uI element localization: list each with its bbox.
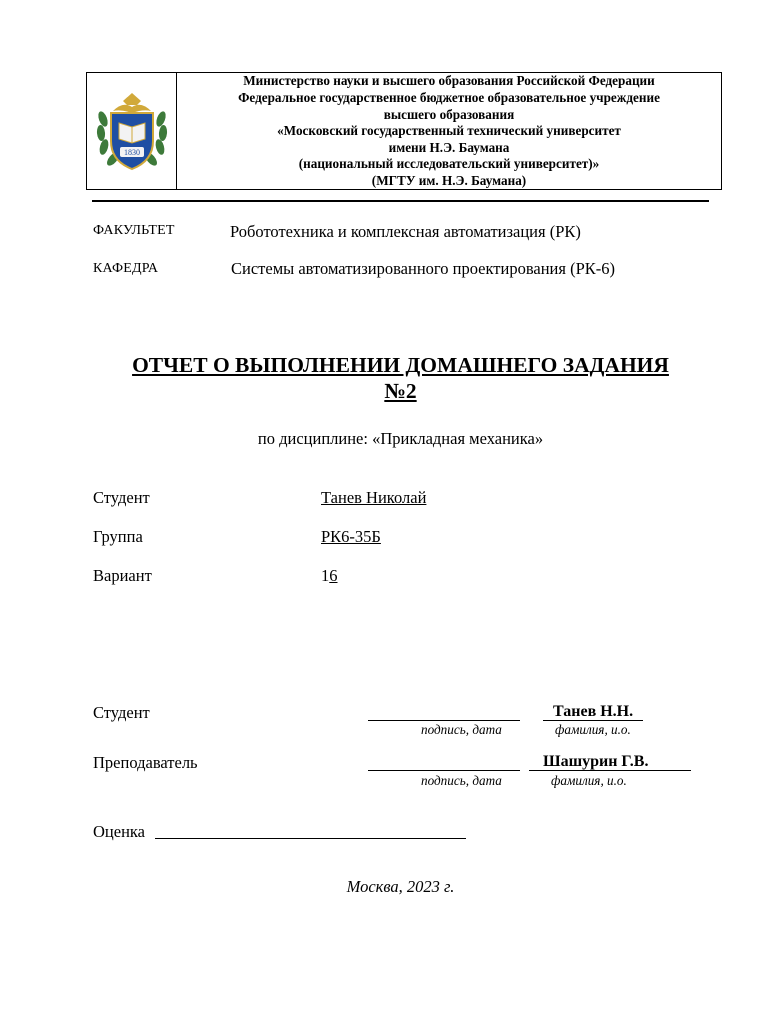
student-name: Танев Николай [321,488,427,507]
variant-digit: 1 [321,566,330,585]
report-title [92,352,709,404]
grade-line [155,838,466,839]
emblem-cell [87,73,177,189]
grade-label: Оценка [93,822,145,841]
emblem-year: 1830 [123,148,140,157]
university-header [86,72,722,190]
signature-teacher-line [368,770,520,771]
faculty-label: ФАКУЛЬТЕТ [93,223,175,238]
city-year: Москва, 2023 г. [346,877,455,896]
student-label: Студент [93,488,150,507]
signature-teacher-name: Шашурин Г.В. [543,753,649,770]
discipline-line: по дисциплине: «Прикладная механика» [257,429,544,448]
header-line: имени Н.Э. Баумана [388,139,510,155]
header-line: (МГТУ им. Н.Э. Баумана) [371,172,527,188]
header-line: Министерство науки и высшего образования Российской Федерации [243,73,655,89]
signature-teacher-name-caption: фамилия, и.о. [551,773,627,788]
report-title-line: №2 [384,379,417,403]
signature-student-name: Танев Н.Н. [553,703,634,720]
header-line: высшего образования [383,106,515,122]
faculty-value: Робототехника и комплексная автоматизация (РК) [230,222,581,241]
university-coat-of-arms-icon [93,89,171,173]
header-line: Федеральное государственное бюджетное образовательное учреждение [238,90,660,106]
signature-student-label: Студент [93,703,150,722]
header-line: «Московский государственный технический университет [277,123,621,139]
university-name-block [177,73,721,189]
signature-student-name-caption: фамилия, и.о. [555,722,631,737]
signature-teacher-label: Преподаватель [93,753,198,772]
signature-student-line [368,720,520,721]
group-label: Группа [93,527,143,546]
variant-value [321,566,338,586]
report-title-line: ОТЧЕТ О ВЫПОЛНЕНИИ ДОМАШНЕГО ЗАДАНИЯ [132,353,669,377]
department-value: Системы автоматизированного проектирования (РК-6) [231,259,616,278]
signature-student-caption: подпись, дата [421,722,502,737]
header-divider [92,200,709,202]
signature-teacher-caption: подпись, дата [421,773,502,788]
department-label: КАФЕДРА [93,261,159,276]
group-value: РК6-35Б [321,527,381,546]
variant-label: Вариант [93,566,152,585]
header-line: (национальный исследовательский университет)» [298,156,600,172]
variant-digit-underlined: 6 [329,566,338,585]
